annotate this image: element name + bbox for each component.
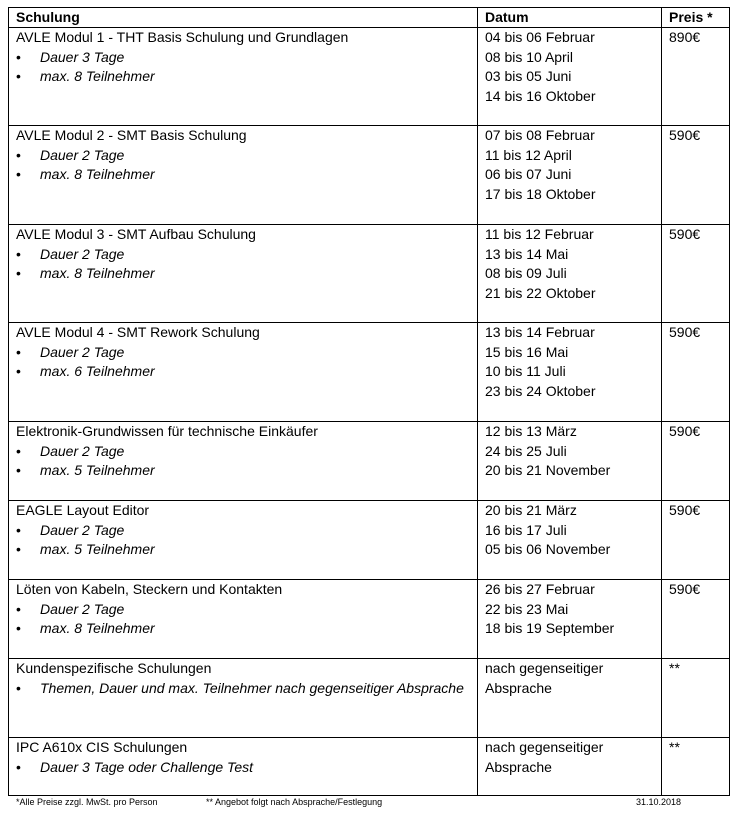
date-cell [478,580,662,659]
course-detail-item: • Themen, Dauer und max. Teilnehmer nach gegenseitiger Absprache [16,679,477,699]
table-row [9,422,730,501]
date-line: 23 bis 24 Oktober [485,382,596,399]
price-cell: 590€ [662,580,730,659]
table-row [9,28,730,126]
price-cell: 590€ [662,126,730,225]
course-title: Elektronik-Grundwissen für technische Einkäufer [16,423,318,439]
course-detail-item: • Dauer 2 Tage [16,146,477,166]
date-line: 10 bis 11 Juli [485,363,566,380]
date-cell [478,501,662,580]
date-line: 05 bis 06 November [485,541,611,558]
course-detail-item: • Dauer 2 Tage [16,245,477,265]
course-details [16,48,477,87]
course-title: AVLE Modul 2 - SMT Basis Schulung [16,127,247,143]
header-price: Preis * [662,8,730,28]
table-row [9,738,730,796]
course-details [16,343,477,382]
date-line: 18 bis 19 September [485,620,615,637]
footer-date: 31.10.2018 [636,797,682,807]
date-line: nach gegenseitiger [485,660,604,676]
course-cell [9,422,478,501]
course-cell [9,659,478,738]
date-line: 13 bis 14 Mai [485,245,569,262]
course-title: Löten von Kabeln, Steckern und Kontakten [16,581,283,597]
header-course: Schulung [9,8,478,28]
table-row [9,225,730,323]
course-cell [9,501,478,580]
date-line: Absprache [485,679,552,696]
table-row [9,501,730,580]
course-cell [9,580,478,659]
header-date: Datum [478,8,662,28]
course-details [16,442,477,481]
date-line: 14 bis 16 Oktober [485,87,596,104]
course-title: IPC A610x CIS Schulungen [16,739,188,755]
date-line: 12 bis 13 März [485,423,577,439]
table-row [9,323,730,422]
date-line: Absprache [485,758,552,775]
course-details [16,679,477,699]
date-cell [478,738,662,796]
price-cell: ** [662,738,730,796]
date-line: 07 bis 08 Februar [485,127,595,143]
date-line: 20 bis 21 März [485,502,577,518]
course-detail-item: • max. 8 Teilnehmer [16,67,477,87]
table-header-row [9,8,730,28]
date-line: 20 bis 21 November [485,462,611,479]
course-details [16,600,477,639]
date-line: 13 bis 14 Februar [485,324,595,340]
course-details [16,245,477,284]
date-cell [478,323,662,422]
date-line: 16 bis 17 Juli [485,521,567,538]
course-detail-item: • Dauer 3 Tage oder Challenge Test [16,758,477,778]
course-details [16,758,477,778]
course-cell [9,126,478,225]
training-schedule-table [8,7,730,796]
date-cell [478,28,662,126]
price-cell: 890€ [662,28,730,126]
date-line: 06 bis 07 Juni [485,166,572,183]
course-details [16,146,477,185]
date-cell [478,422,662,501]
course-title: AVLE Modul 4 - SMT Rework Schulung [16,324,260,340]
course-detail-item: • max. 6 Teilnehmer [16,362,477,382]
course-detail-item: • Dauer 2 Tage [16,521,477,541]
date-line: 22 bis 23 Mai [485,600,569,617]
course-detail-item: • max. 8 Teilnehmer [16,264,477,284]
course-detail-item: • max. 8 Teilnehmer [16,619,477,639]
course-detail-item: • max. 5 Teilnehmer [16,540,477,560]
table-row [9,659,730,738]
table-row [9,126,730,225]
course-cell [9,323,478,422]
date-line: 26 bis 27 Februar [485,581,595,597]
date-line: 08 bis 10 April [485,48,573,65]
course-detail-item: • Dauer 2 Tage [16,600,477,620]
date-line: 04 bis 06 Februar [485,29,595,45]
price-cell: 590€ [662,225,730,323]
course-title: EAGLE Layout Editor [16,502,150,518]
price-cell: 590€ [662,501,730,580]
course-title: AVLE Modul 3 - SMT Aufbau Schulung [16,226,256,242]
date-line: 11 bis 12 Februar [485,226,594,242]
course-detail-item: • Dauer 2 Tage [16,442,477,462]
footer-price-note: *Alle Preise zzgl. MwSt. pro Person [16,797,158,807]
course-cell [9,225,478,323]
course-title: Kundenspezifische Schulungen [16,660,212,676]
footer-offer-note: ** Angebot folgt nach Absprache/Festlegung [206,797,383,807]
course-cell [9,738,478,796]
course-detail-item: • max. 5 Teilnehmer [16,461,477,481]
date-cell [478,126,662,225]
price-cell: 590€ [662,422,730,501]
date-line: 11 bis 12 April [485,146,572,163]
price-cell: 590€ [662,323,730,422]
date-line: 21 bis 22 Oktober [485,284,596,301]
date-line: nach gegenseitiger [485,739,604,755]
date-cell [478,659,662,738]
course-detail-item: • Dauer 2 Tage [16,343,477,363]
date-line: 08 bis 09 Juli [485,265,567,282]
course-details [16,521,477,560]
date-line: 03 bis 05 Juni [485,68,572,85]
date-line: 24 bis 25 Juli [485,442,567,459]
course-title: AVLE Modul 1 - THT Basis Schulung und Grundlagen [16,29,349,45]
table-row [9,580,730,659]
date-cell [478,225,662,323]
course-detail-item: • Dauer 3 Tage [16,48,477,68]
date-line: 17 bis 18 Oktober [485,185,596,202]
date-line: 15 bis 16 Mai [485,343,569,360]
course-detail-item: • max. 8 Teilnehmer [16,165,477,185]
course-cell [9,28,478,126]
price-cell: ** [662,659,730,738]
